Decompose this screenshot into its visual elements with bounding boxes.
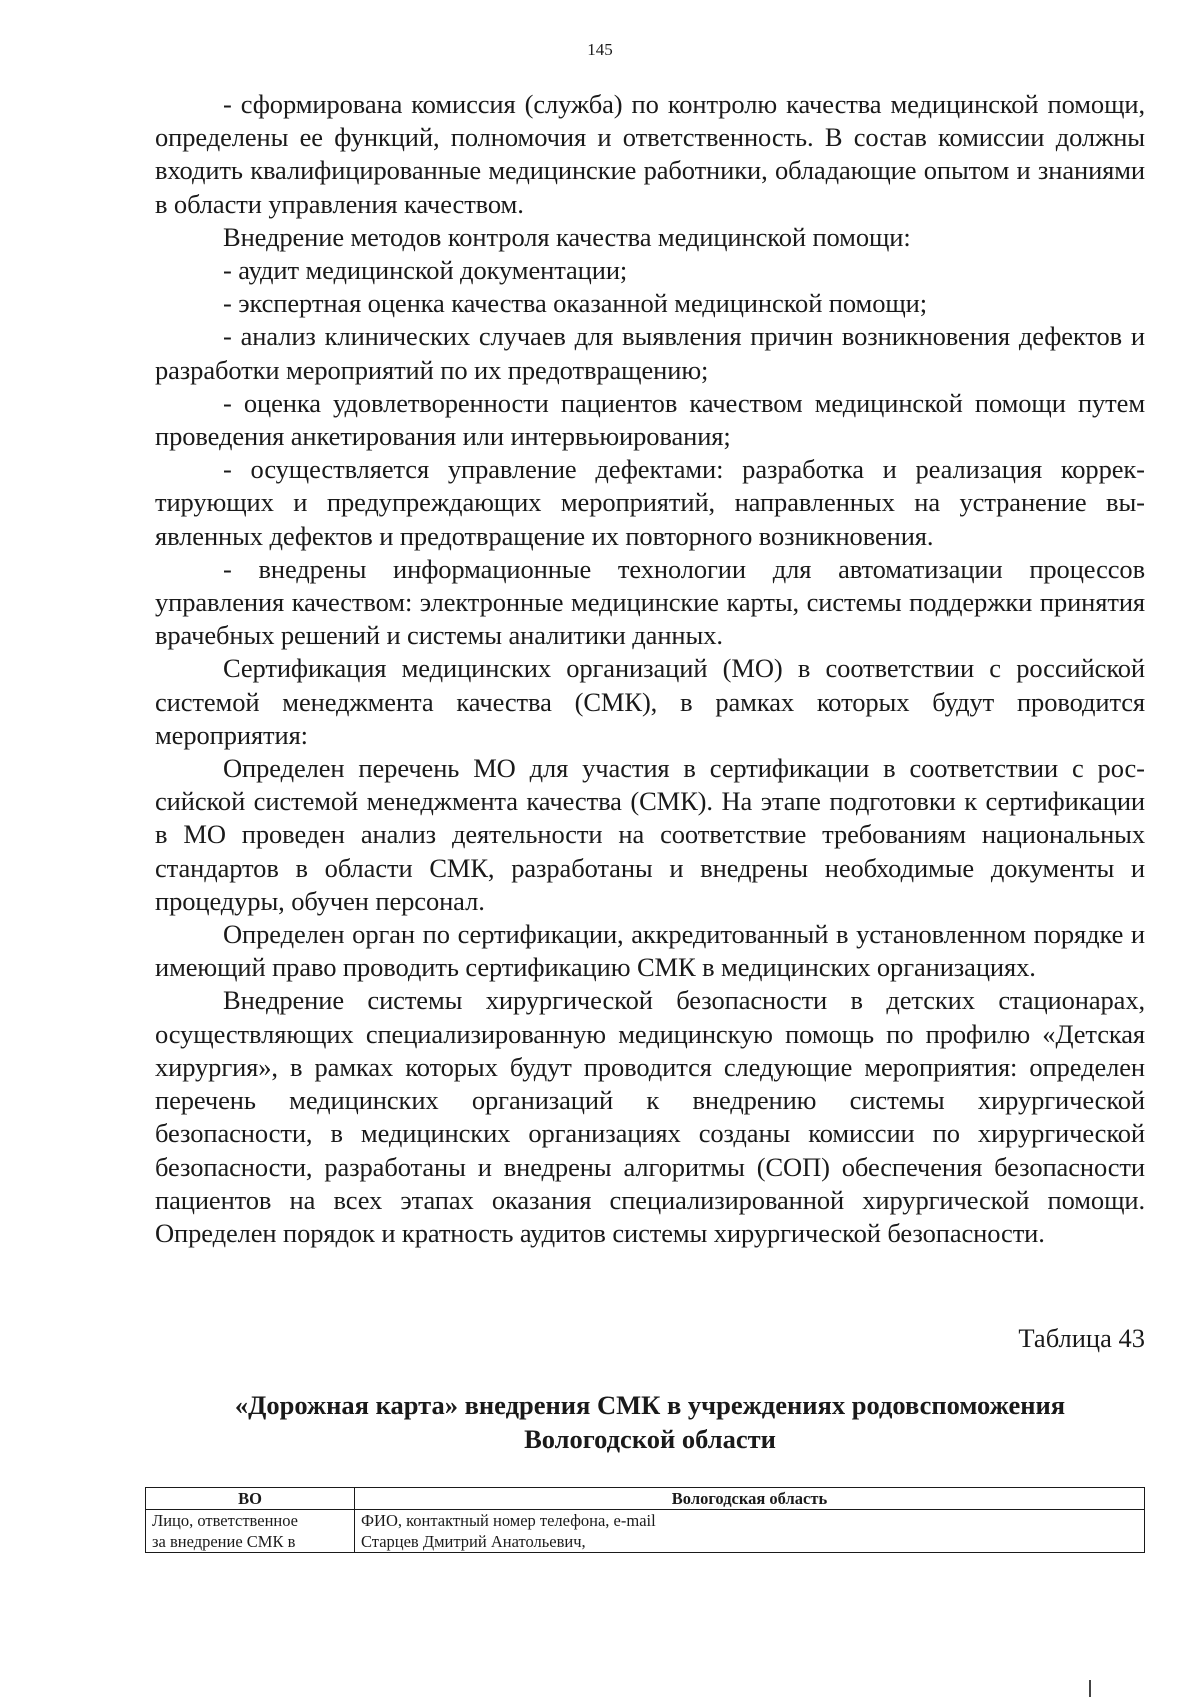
list-item-audit: - аудит медицинской документации; — [223, 255, 628, 286]
list-item-case-analysis: - анализ клинических случаев для выявления причин возникновения дефектов и разработки мероприятий по их предотвращению; — [155, 321, 1145, 385]
table-row — [146, 1531, 1145, 1553]
list-item-defect-management: - осуществляется управление дефектами: разработка и реализация корректирующих и предупреждающих мероприятий, направленных на устранение выявленных дефектов и предотвращение их повторного возникновения. — [155, 454, 1145, 551]
paragraph-commission: - сформирована комиссия (служба) по контролю качества медицинской помощи, определены ее функций, полномочия и ответственность. В состав комиссии должны входить квалифицированные медицинские работники, обладающие опытом и знаниями в области управления качеством. — [155, 89, 1145, 219]
table-title — [155, 1388, 1145, 1456]
table-title-line: «Дорожная карта» внедрения СМК в учреждениях родовспоможения — [234, 1390, 1066, 1420]
scan-artifact — [1089, 1680, 1091, 1697]
paragraph-surgical-safety: Внедрение системы хирургической безопасности в детских стационарах, осуществляющих специализированную медицинскую помощь по профилю «Детская хирургия», в рамках которых будут проводится следующие мероприятия: определен перечень медицинских организаций к внедрению системы хирургической безопасности, в медицинских организациях созданы комиссии по хирургической безопасности, разработаны и внедрены алгоритмы (СОП) обеспечения безопасности пациентов на всех этапах оказания специализированной хирургической помощи. Определен порядок и кратность аудитов системы хирургической безопасности. — [155, 985, 1145, 1248]
table-cell: за внедрение СМК в — [146, 1531, 355, 1553]
paragraph-certification: Сертификация медицинских организаций (МО) в соответствии с российской системой менеджмента качества (СМК), в рамках которых будут проводится мероприятия: — [155, 653, 1145, 750]
table-label: Таблица 43 — [1018, 1323, 1145, 1353]
table-header-row — [146, 1488, 1145, 1510]
table-header-cell: ВО — [146, 1488, 355, 1510]
table-cell: Старцев Дмитрий Анатольевич, — [355, 1531, 1145, 1553]
document-body — [155, 88, 1145, 1250]
paragraph-certification-body: Определен орган по сертификации, аккредитованный в установленном порядке и имеющий право проводить сертификацию СМК в медицинских организациях. — [155, 919, 1145, 983]
list-item-patient-satisfaction: - оценка удовлетворенности пациентов качеством медицинской помощи путем проведения анкетирования или интервьюирования; — [155, 387, 1145, 452]
paragraph-control-methods: Внедрение методов контроля качества медицинской помощи: — [223, 221, 911, 252]
list-item-information-technology: - внедрены информационные технологии для автоматизации процессов управления качеством: электронные медицинские карты, системы поддержки принятия врачебных решений и системы аналитики данных. — [155, 553, 1145, 651]
table-cell: ФИО, контактный номер телефона, e-mail — [355, 1510, 1145, 1532]
table-row — [146, 1510, 1145, 1532]
table-title-line: Вологодской области — [524, 1424, 776, 1454]
list-item-expert-review: - экспертная оценка качества оказанной медицинской помощи; — [223, 288, 928, 319]
paragraph-mo-list: Определен перечень МО для участия в сертификации в соответствии с российской системой менеджмента качества (СМК). На этапе подготовки к сертификации в МО проведен анализ деятельности на соответствие требованиям национальных стандартов в области СМК, разработаны и внедрены необходимые документы и процедуры, обучен персонал. — [155, 753, 1145, 916]
roadmap-table — [145, 1487, 1145, 1553]
table-cell: Лицо, ответственное — [146, 1510, 355, 1532]
page-number: 145 — [587, 40, 613, 59]
table-header-cell: Вологодская область — [355, 1488, 1145, 1510]
